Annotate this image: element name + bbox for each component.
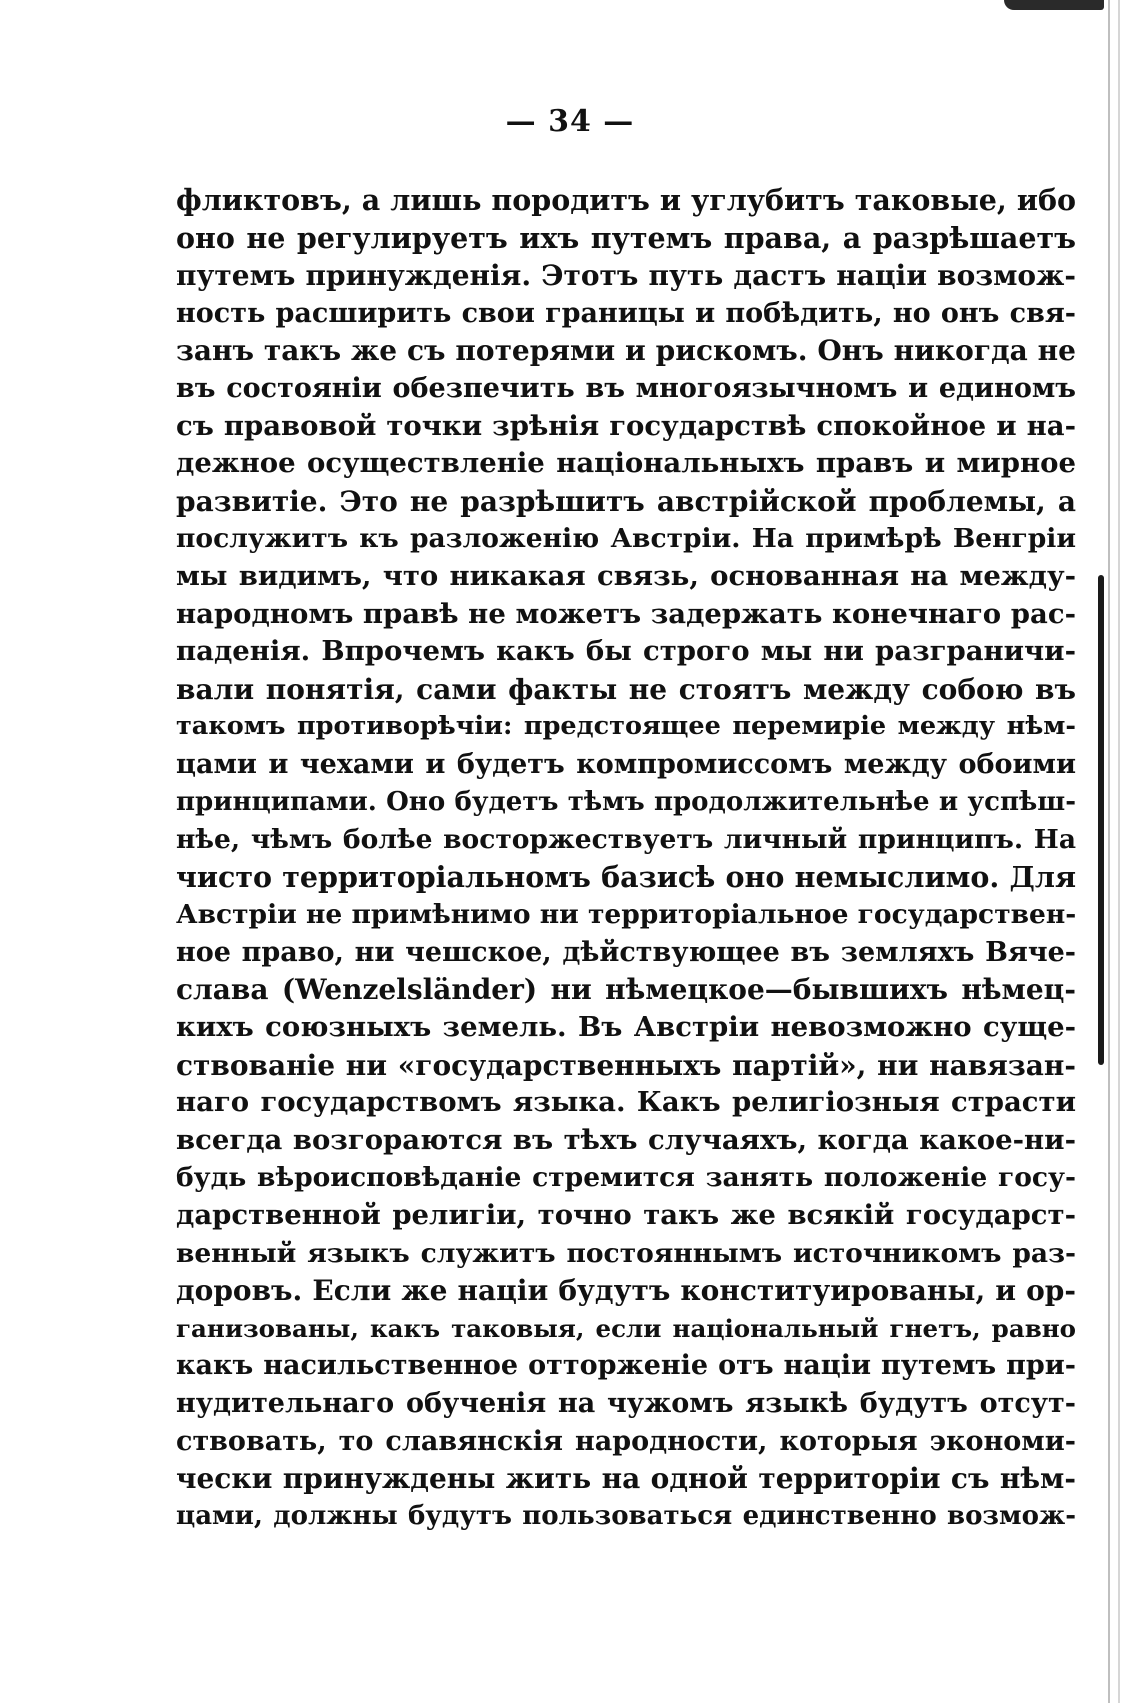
text-line: чисто территоріальномъ базисѣ оно немыслимо. Для — [176, 859, 1076, 894]
text-line: венный языкъ служитъ постояннымъ источникомъ раз- — [176, 1237, 1076, 1269]
text-line: всегда возгораются въ тѣхъ случаяхъ, когда какое-ни- — [176, 1123, 1076, 1156]
text-line: доровъ. Если же націи будутъ конституированы, и ор- — [176, 1274, 1076, 1308]
text-line: наго государствомъ языка. Какъ религіозныя страсти — [176, 1086, 1076, 1119]
text-line: ствованіе ни «государственныхъ партій», ни навязан- — [176, 1048, 1076, 1082]
page-number: — 34 — — [505, 104, 635, 139]
text-line: цами, должны будутъ пользоваться единственно возмож- — [176, 1500, 1076, 1531]
text-line: принципами. Оно будетъ тѣмъ продолжительнѣе и успѣш- — [176, 786, 1076, 817]
text-line: чески принуждены жить на одной территоріи съ нѣм- — [176, 1462, 1076, 1496]
scan-edge-line — [1118, 0, 1120, 1703]
text-line: дарственной религіи, точно такъ же всякій государст- — [176, 1199, 1076, 1232]
text-line: мы видимъ, что никакая связь, основанная на между- — [176, 559, 1076, 592]
text-line: вали понятія, сами факты не стоятъ между собою въ — [176, 672, 1076, 706]
text-line: слава (Wenzelsländer) ни нѣмецкое—бывшихъ нѣмец- — [176, 973, 1076, 1007]
scan-artifact-mark — [1004, 0, 1104, 10]
text-line: такомъ противорѣчіи: предстоящее перемиріе между нѣм- — [176, 711, 1076, 742]
text-line: послужитъ къ разложенію Австріи. На примѣрѣ Венгріи — [176, 523, 1076, 555]
text-line: паденія. Впрочемъ какъ бы строго мы ни разграничи- — [176, 635, 1076, 668]
text-line: фликтовъ, а лишь породитъ и углубитъ таковые, ибо — [176, 183, 1076, 217]
text-line: развитіе. Это не разрѣшитъ австрійской проблемы, а — [176, 484, 1076, 518]
text-line: оно не регулируетъ ихъ путемъ права, а разрѣшаетъ — [176, 220, 1076, 255]
text-line: ганизованы, какъ таковыя, если національный гнетъ, равно — [176, 1313, 1076, 1343]
scan-edge-line — [1108, 0, 1110, 1703]
scan-margin-bar — [1098, 575, 1104, 1065]
text-line: нѣе, чѣмъ болѣе восторжествуетъ личный принципъ. На — [176, 824, 1076, 856]
text-line: кихъ союзныхъ земель. Въ Австріи невозможно суще- — [176, 1011, 1076, 1044]
text-line: нудительнаго обученія на чужомъ языкѣ будутъ отсут- — [176, 1388, 1076, 1419]
text-line: дежное осуществленіе національныхъ правъ и мирное — [176, 447, 1076, 480]
text-line: занъ такъ же съ потерями и рискомъ. Онъ никогда не — [176, 334, 1076, 368]
text-line: цами и чехами и будетъ компромиссомъ между обоими — [176, 748, 1076, 780]
text-line: будь вѣроисповѣданіе стремится занять положеніе госу- — [176, 1162, 1076, 1194]
text-line: Австріи не примѣнимо ни территоріальное государствен- — [176, 899, 1077, 931]
text-line: въ состояніи обезпечить въ многоязычномъ и единомъ — [176, 372, 1076, 404]
text-line: народномъ правѣ не можетъ задержать конечнаго рас- — [176, 597, 1076, 630]
text-line: ствовать, то славянскія народности, которыя экономи- — [176, 1425, 1076, 1457]
text-line: ность расширить свои границы и побѣдить, но онъ свя- — [176, 297, 1076, 329]
text-line: ное право, ни чешское, дѣйствующее въ земляхъ Вяче- — [176, 936, 1076, 968]
text-line: какъ насильственное отторженіе отъ націи путемъ при- — [176, 1350, 1076, 1382]
text-line: съ правовой точки зрѣнія государствѣ спокойное и на- — [176, 409, 1076, 442]
text-line: путемъ принужденія. Этотъ путь дастъ націи возмож- — [176, 259, 1076, 293]
body-text — [176, 182, 1076, 1535]
